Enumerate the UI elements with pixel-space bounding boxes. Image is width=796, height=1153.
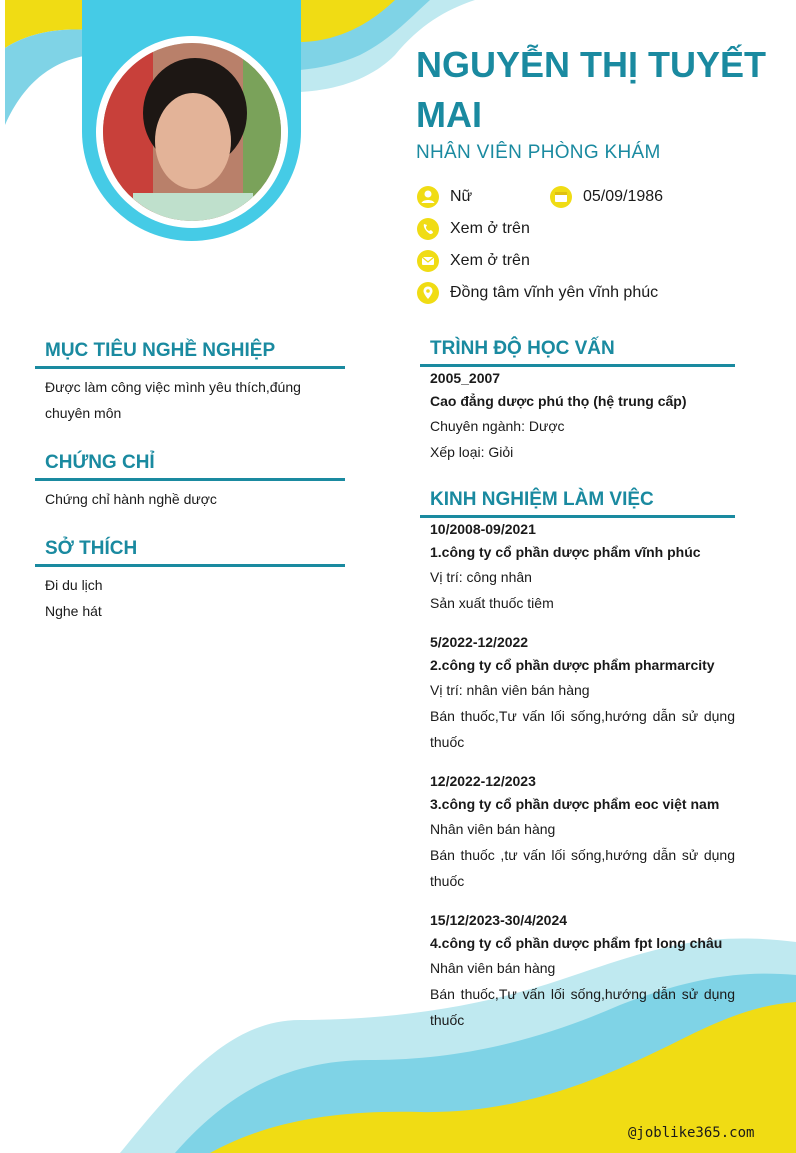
address-row	[416, 281, 658, 305]
avatar	[103, 43, 281, 221]
gender-value: Nữ	[450, 188, 473, 205]
experience-desc: Bán thuốc ,tư vấn lối sống,hướng dẫn sử dụng thuốc	[430, 847, 735, 889]
phone-row	[416, 217, 530, 241]
experience-period: 5/2022-12/2022	[430, 634, 529, 650]
education-grade: Xếp loại: Giỏi	[430, 444, 514, 460]
email-row	[416, 249, 530, 273]
experience-role: Vị trí: nhân viên bán hàng	[430, 682, 590, 698]
phone-value: Xem ở trên	[450, 220, 530, 237]
address-value: Đồng tâm vĩnh yên vĩnh phúc	[450, 284, 659, 301]
experience-period: 15/12/2023-30/4/2024	[430, 912, 568, 928]
hobby-item: Nghe hát	[45, 603, 102, 619]
hobby-item: Đi du lịch	[45, 577, 103, 593]
education-period: 2005_2007	[430, 370, 501, 386]
calendar-icon	[549, 185, 573, 209]
experience-role: Nhân viên bán hàng	[430, 960, 556, 976]
hobbies-divider	[35, 564, 345, 567]
certificates-text: Chứng chỉ hành nghề dược	[45, 491, 217, 507]
experience-period: 10/2008-09/2021	[430, 521, 536, 537]
certificates-divider	[35, 478, 345, 481]
job-title: NHÂN VIÊN PHÒNG KHÁM	[416, 142, 661, 163]
experience-role: Nhân viên bán hàng	[430, 821, 556, 837]
location-pin-icon	[416, 281, 440, 305]
objective-divider	[35, 366, 345, 369]
experience-desc: Sản xuất thuốc tiêm	[430, 595, 554, 611]
candidate-name: NGUYỄN THỊ TUYẾT MAI	[416, 44, 767, 135]
experience-desc: Bán thuốc,Tư vấn lối sống,hướng dẫn sử dụng thuốc	[430, 708, 735, 750]
person-icon	[416, 185, 440, 209]
experience-desc: Bán thuốc,Tư vấn lối sống,hướng dẫn sử dụng thuốc	[430, 986, 735, 1028]
education-heading: TRÌNH ĐỘ HỌC VẤN	[430, 338, 615, 359]
experience-period: 12/2022-12/2023	[430, 773, 536, 789]
phone-icon	[416, 217, 440, 241]
birthday-row	[549, 185, 663, 209]
mail-icon	[416, 249, 440, 273]
objective-text: Được làm công việc mình yêu thích,đúng chuyên môn	[45, 379, 301, 421]
gender-row	[416, 185, 472, 209]
education-major: Chuyên ngành: Dược	[430, 418, 565, 434]
email-value: Xem ở trên	[450, 252, 530, 269]
education-school: Cao đẳng dược phú thọ (hệ trung cấp)	[430, 393, 687, 409]
experience-company: 1.công ty cổ phần dược phẩm vĩnh phúc	[430, 544, 701, 560]
experience-role: Vị trí: công nhân	[430, 569, 532, 585]
experience-heading: KINH NGHIỆM LÀM VIỆC	[430, 489, 654, 510]
experience-company: 2.công ty cổ phần dược phẩm pharmarcity	[430, 657, 715, 673]
experience-company: 4.công ty cổ phần dược phẩm fpt long châu	[430, 935, 723, 951]
hobbies-heading: SỞ THÍCH	[45, 538, 138, 559]
birthday-value: 05/09/1986	[583, 188, 664, 205]
certificates-heading: CHỨNG CHỈ	[45, 452, 155, 473]
experience-company: 3.công ty cổ phần dược phẩm eoc việt nam	[430, 796, 720, 812]
footer-site: @joblike365.com	[628, 1125, 755, 1141]
objective-heading: MỤC TIÊU NGHỀ NGHIỆP	[45, 340, 276, 361]
